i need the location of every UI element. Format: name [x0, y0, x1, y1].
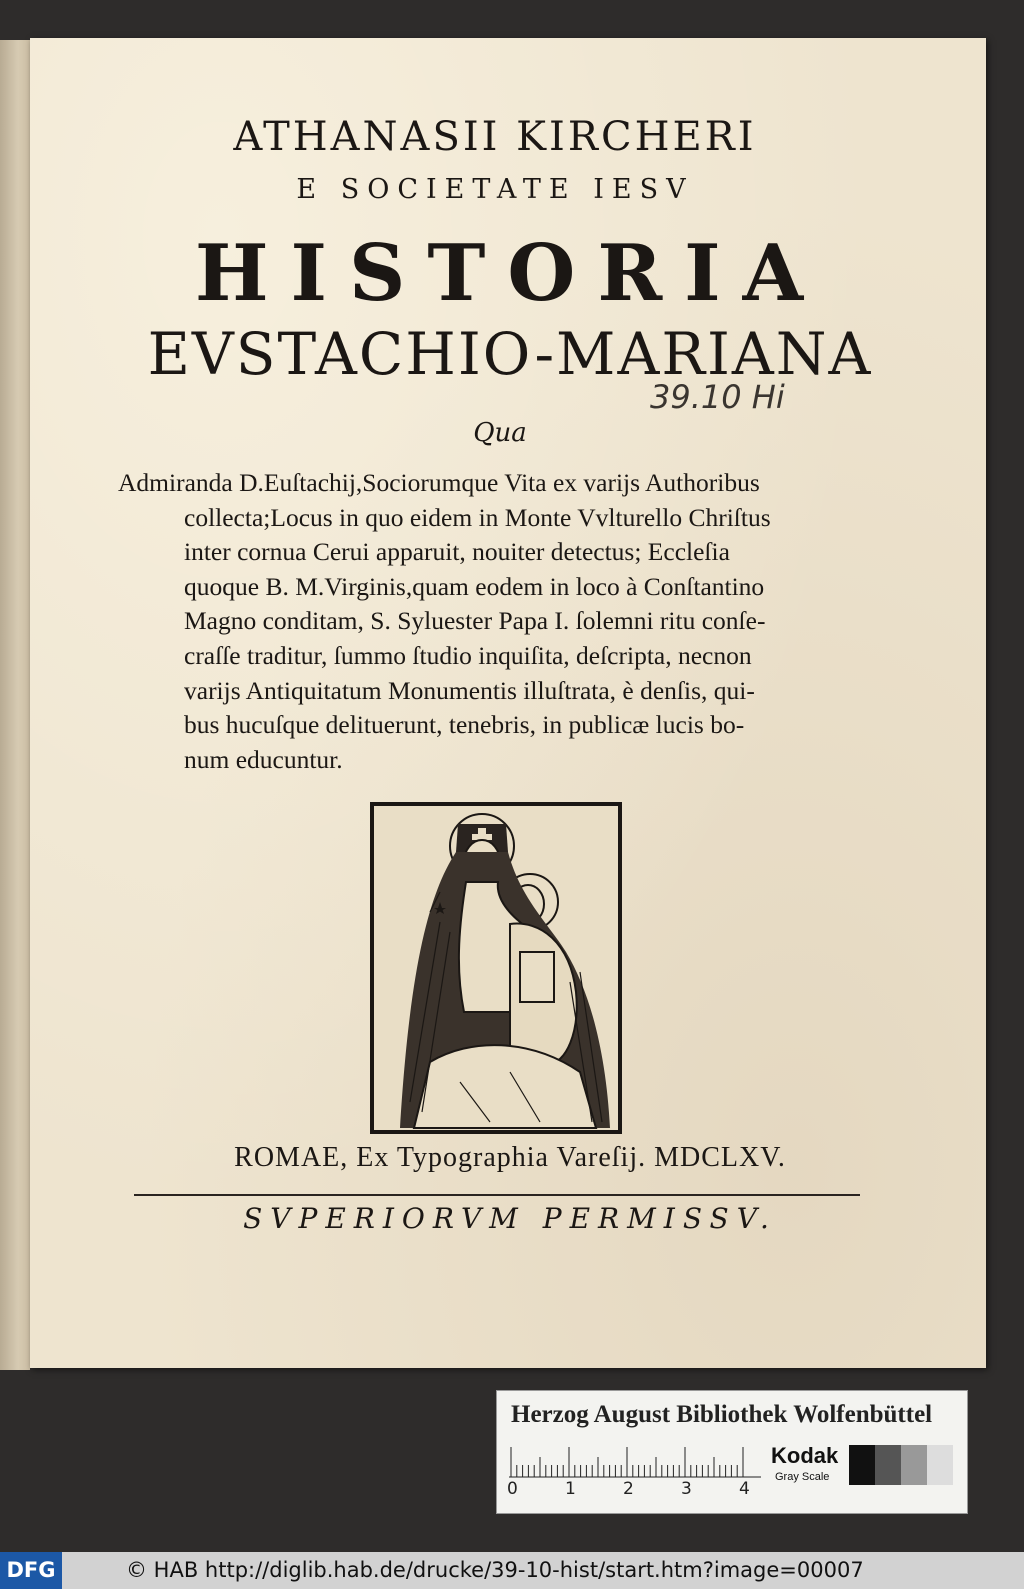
- ruler-number: 1: [565, 1479, 576, 1499]
- description-line: collecta;Locus in quo eidem in Monte Vvlturello Chriſtus: [184, 502, 771, 532]
- library-name: Herzog August Bibliothek Wolfenbüttel: [511, 1401, 933, 1428]
- copyright-url[interactable]: © HAB http://diglib.hab.de/drucke/39-10-hist/start.htm?image=00007: [126, 1558, 864, 1582]
- measurement-ruler: [509, 1439, 761, 1479]
- gray-swatch: [901, 1445, 927, 1485]
- author-line: ATHANASII KIRCHERI: [233, 114, 757, 160]
- ruler-number: 0: [507, 1479, 518, 1499]
- gray-swatch: [927, 1445, 953, 1485]
- society-line: E SOCIETATE IESV: [296, 174, 694, 205]
- description-line: Admiranda D.Euſtachij,Sociorumque Vita ex varijs Authoribus: [118, 468, 760, 497]
- previous-page-edge: [0, 40, 30, 1370]
- ruler-number: 2: [623, 1479, 634, 1499]
- gray-swatch: [849, 1445, 875, 1485]
- title-description: [118, 466, 866, 777]
- description-line: craſſe traditur, ſummo ſtudio inquiſita, deſcripta, necnon: [184, 640, 752, 670]
- kodak-logo: Kodak: [771, 1443, 839, 1468]
- description-line: varijs Antiquitatum Monumentis illuſtrata, è denſis, qui-: [184, 675, 755, 705]
- title-line-2: EVSTACHIO-MARIANA: [147, 320, 873, 388]
- dfg-logo[interactable]: DFG: [0, 1552, 62, 1589]
- ruler-number: 4: [739, 1479, 750, 1499]
- description-line: inter cornua Cerui apparuit, nouiter detectus; Eccleſia: [184, 537, 730, 567]
- gray-swatch: [875, 1445, 901, 1485]
- footer-bar: [0, 1552, 1024, 1589]
- description-line: quoque B. M.Virginis,quam eodem in loco à Conſtantino: [184, 571, 765, 601]
- description-line: Magno conditam, S. Syluester Papa I. ſolemni ritu conſe-: [184, 606, 766, 636]
- gray-scale-label: Gray Scale: [775, 1471, 830, 1483]
- imprint-line: ROMAE, Ex Typographia Vareſij. MDCLXV.: [234, 1142, 786, 1173]
- ruler-number: 3: [681, 1479, 692, 1499]
- library-scan-label: [496, 1390, 968, 1514]
- title-line-1: HISTORIA: [194, 228, 826, 319]
- description-line: num educuntur.: [184, 744, 343, 774]
- permission-line: SVPERIORVM PERMISSV.: [243, 1202, 777, 1235]
- qua-heading: Qua: [473, 418, 527, 448]
- handwritten-shelfmark: 39.10 Hi: [650, 378, 785, 416]
- imprint-rule: [134, 1194, 860, 1196]
- description-line: bus hucuſque delituerunt, tenebris, in publicæ lucis bo-: [184, 710, 745, 740]
- title-page: [30, 38, 986, 1368]
- madonna-and-child-woodcut: [370, 802, 622, 1134]
